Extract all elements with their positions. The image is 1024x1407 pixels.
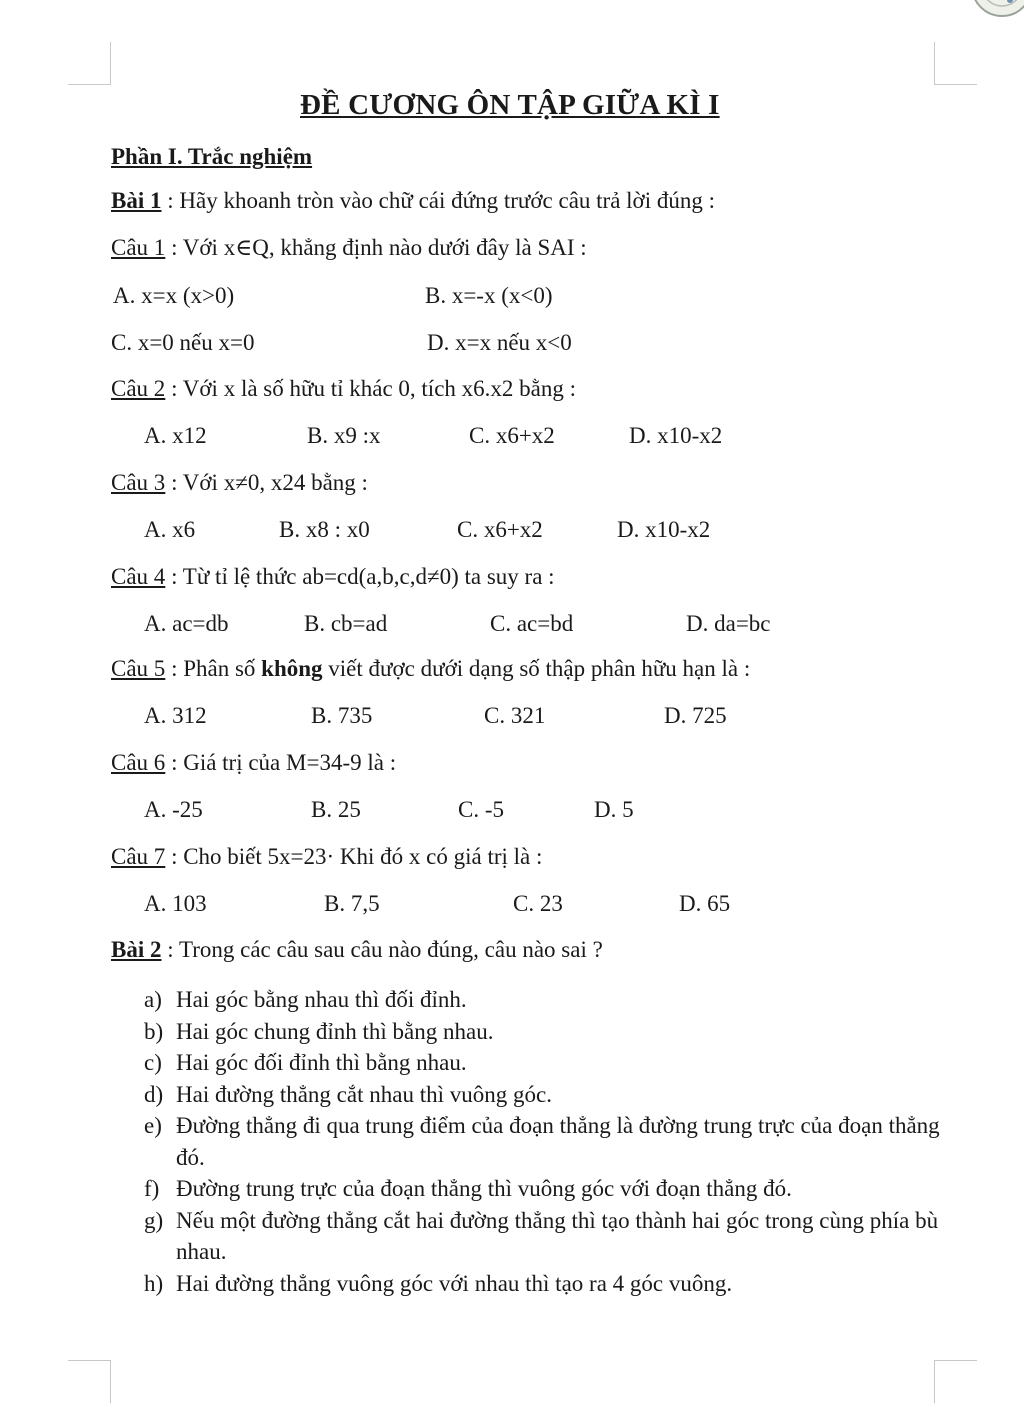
option: A. x12 [144,423,207,448]
option: A. x=x (x>0) [113,283,235,308]
option: D. da=bc [686,611,771,636]
list-item-text: Hai đường thẳng vuông góc với nhau thì tạo ra 4 góc vuông. [176,1270,733,1296]
exercise-label: Bài 1 [111,188,162,213]
list-marker: c) [144,1050,162,1075]
option: D. x10-x2 [617,517,711,542]
question-text: : Phân số [165,656,262,681]
option: A. ac=db [144,611,229,636]
question-label: Câu 4 [111,564,166,589]
question-3 [111,469,368,497]
question-label: Câu 2 [111,376,166,401]
list-item [144,1268,944,1300]
question-label: Câu 6 [111,750,166,775]
option: C. -5 [458,797,504,822]
option: C. 23 [513,891,563,916]
option: D. 5 [594,797,634,822]
option: B. x8 : x0 [279,517,370,542]
question-5 [111,655,750,683]
decorative-seal-icon [958,0,1024,24]
list-item-text: Hai đường thẳng cắt nhau thì vuông góc. [176,1081,552,1107]
option: A. x6 [144,517,196,542]
option: A. 312 [144,703,207,728]
crop-mark-top-right [934,42,977,85]
option: B. cb=ad [304,611,388,636]
option: D. x=x nếu x<0 [427,330,572,355]
question-label: Câu 7 [111,844,166,869]
emphasis-word: không [261,656,323,681]
list-item [144,1079,944,1111]
list-marker: d) [144,1081,164,1107]
list-item-text: Hai góc chung đỉnh thì bằng nhau. [176,1018,494,1044]
question-2 [111,375,576,403]
question-7 [111,843,542,871]
question-text: : Với x∈Q, khẳng định nào dưới đây là SAI : [165,235,587,260]
list-item-text: Hai góc đối đỉnh thì bằng nhau. [176,1050,467,1075]
option: B. 7,5 [324,891,380,916]
list-marker: b) [144,1018,164,1044]
question-text: : Cho biết 5x=23· Khi đó x có giá trị là : [165,844,543,869]
option: A. -25 [144,797,203,822]
question-text-rest: viết được dưới dạng số thập phân hữu hạn là : [322,656,751,681]
list-item [144,984,944,1016]
option: C. x6+x2 [457,517,543,542]
exercise-label: Bài 2 [111,937,162,962]
exercise-2-heading [111,936,603,964]
question-text: : Với x≠0, x24 bằng : [165,470,368,495]
question-text: : Từ tỉ lệ thức ab=cd(a,b,c,d≠0) ta suy ra : [165,564,555,589]
crop-mark-bottom-left [68,1360,111,1403]
list-marker: h) [144,1270,164,1296]
list-item [144,1205,944,1268]
option: A. 103 [144,891,207,916]
list-item [144,1173,944,1205]
list-item-text: Đường thẳng đi qua trung điểm của đoạn thẳng là đường trung trực của đoạn thẳng đó. [176,1113,940,1170]
option: B. 25 [311,797,361,822]
list-item [144,1047,944,1079]
list-item-text: Đường trung trực của đoạn thẳng thì vuông góc với đoạn thẳng đó. [176,1176,792,1201]
list-marker: g) [144,1207,164,1233]
option: C. 321 [484,703,546,728]
crop-mark-bottom-right [934,1360,977,1403]
crop-mark-top-left [68,42,111,85]
option: D. 65 [679,891,731,916]
exercise-text: : Trong các câu sau câu nào đúng, câu nào sai ? [161,937,603,962]
option: B. x9 :x [307,423,381,448]
question-text: : Giá trị của M=34-9 là : [165,750,397,775]
question-6 [111,749,396,777]
option: C. x=0 nếu x=0 [111,330,255,355]
statement-list [144,984,944,1299]
question-label: Câu 1 [111,235,166,260]
question-4 [111,563,555,591]
exercise-1-heading [111,187,715,215]
document-title: ĐỀ CƯƠNG ÔN TẬP GIỮA KÌ I [300,89,720,121]
question-label: Câu 3 [111,470,166,495]
option: D. x10-x2 [629,423,723,448]
question-1 [111,234,587,262]
option: B. x=-x (x<0) [425,283,553,308]
option: B. 735 [311,703,373,728]
list-item [144,1016,944,1048]
list-marker: a) [144,987,162,1012]
option: C. ac=bd [490,611,574,636]
question-label: Câu 5 [111,656,166,681]
list-marker: e) [144,1113,162,1138]
part-heading: Phần I. Trắc nghiệm [111,144,313,169]
list-item [144,1110,944,1173]
question-text: : Với x là số hữu tỉ khác 0, tích x6.x2 bằng : [165,376,576,401]
list-item-text: Hai góc bằng nhau thì đối đỉnh. [176,987,467,1012]
exercise-text: : Hãy khoanh tròn vào chữ cái đứng trước câu trả lời đúng : [161,188,716,213]
option: C. x6+x2 [469,423,555,448]
list-item-text: Nếu một đường thẳng cắt hai đường thẳng thì tạo thành hai góc trong cùng phía bù nhau. [176,1207,939,1264]
option: D. 725 [664,703,727,728]
list-marker: f) [144,1176,160,1201]
